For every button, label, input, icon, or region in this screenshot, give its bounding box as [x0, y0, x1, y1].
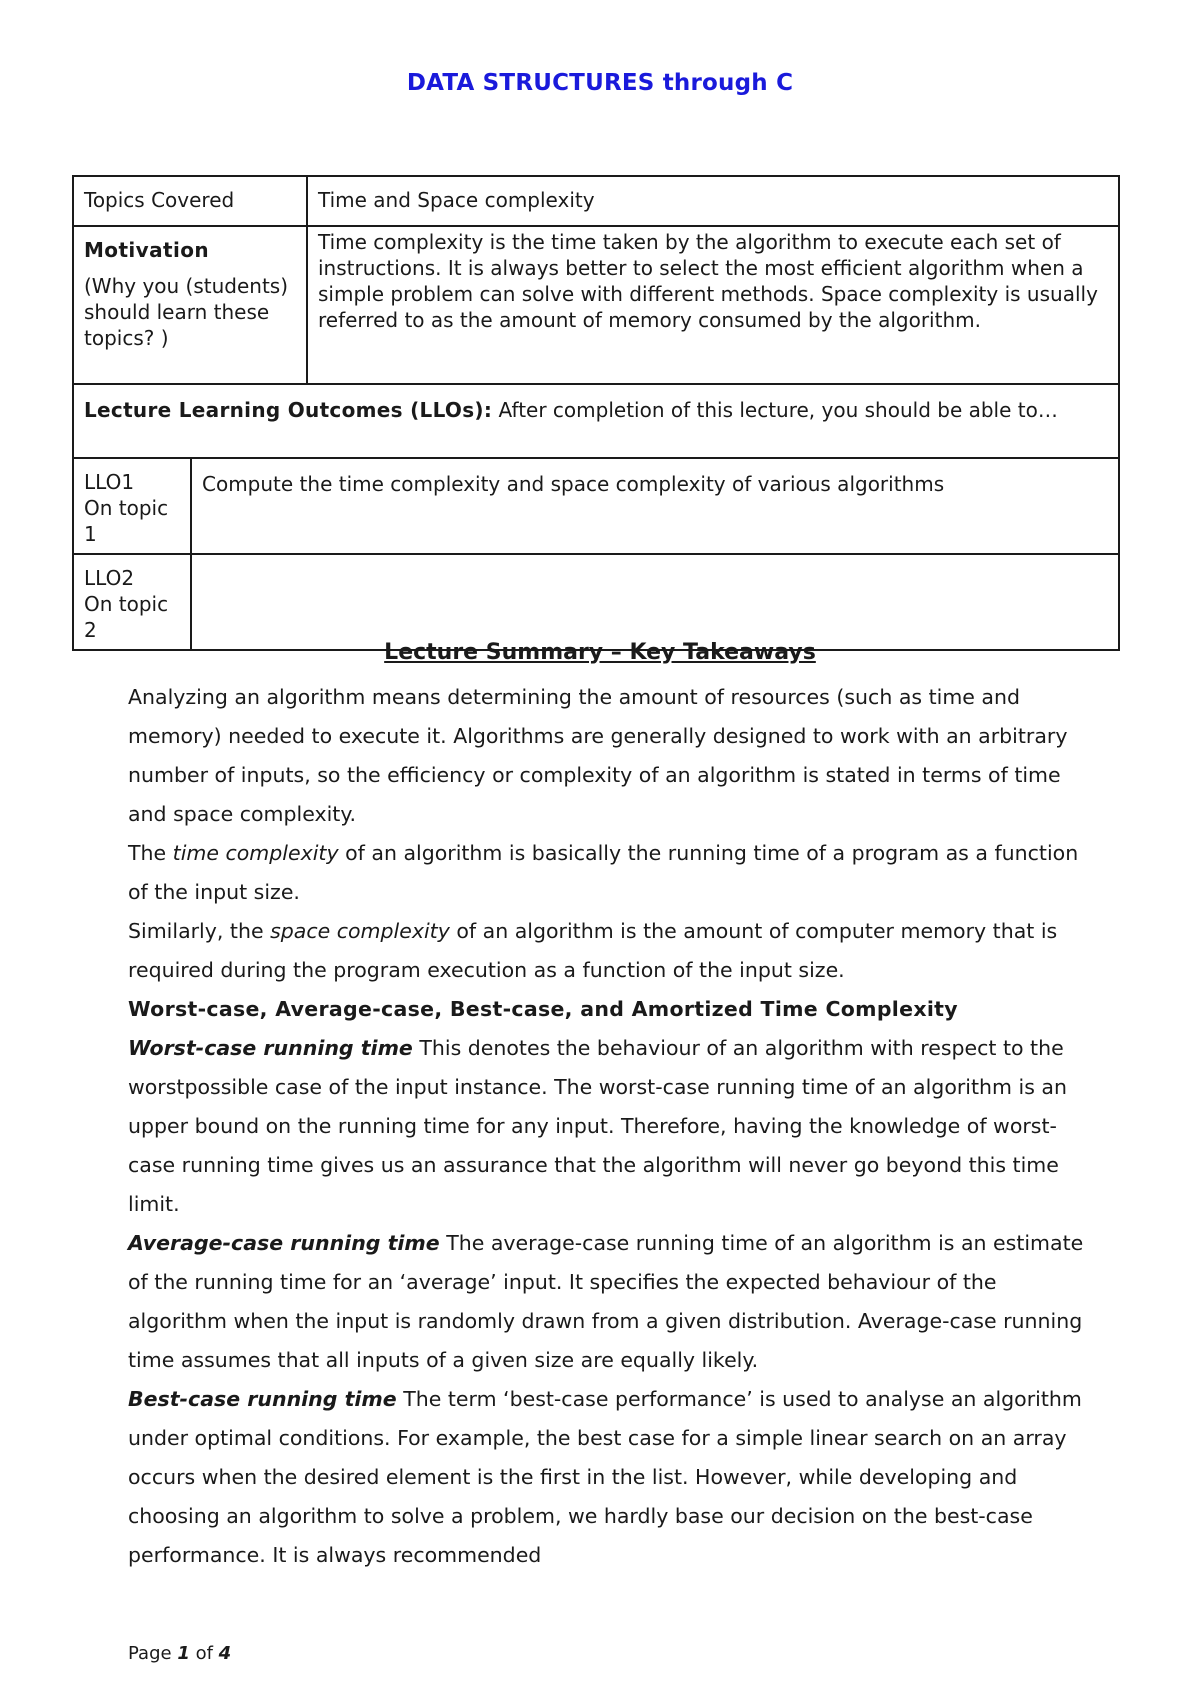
summary-paragraph: Analyzing an algorithm means determining the amount of resources (such as time and memory) needed to execute it. Algorithms are generally designed to work with an arbitrary number of inputs, so the efficiency or complexity of an algorithm is stated in terms of time and space complexity. [128, 685, 1068, 826]
motivation-label: Motivation [84, 238, 209, 262]
llo-id-cell [73, 458, 191, 554]
llo-row [73, 554, 1119, 650]
llo-topic: On topic 1 [84, 496, 169, 546]
course-info-table [72, 175, 1120, 651]
text-run: Similarly, the [128, 919, 271, 943]
topics-row [73, 176, 1119, 226]
llo-heading-text: After completion of this lecture, you should be able to… [498, 398, 1058, 422]
summary-paragraph [128, 834, 1088, 912]
llo-row [73, 458, 1119, 554]
text-run: of an algorithm is basically the running time of a program as a function of the input size. [128, 841, 1079, 904]
llo-text [191, 554, 1119, 650]
text-run: The term ‘best-case performance’ is used to analyse an algorithm under optimal conditions. For example, the best case for a simple linear search on an array occurs when the desired element is the first in the list. However, while developing and choosing an algorithm to solve a problem, we hardly base our decision on the best-case performance. It is always recommended [128, 1387, 1082, 1567]
term-best-case: Best-case running time [128, 1387, 397, 1411]
text-run: This denotes the behaviour of an algorithm with respect to the worstpossible case of the input instance. The worst-case running time of an algorithm is an upper bound on the running time for any input. Therefore, having the knowledge of worst-case running time gives us an assurance that the algorithm will never go beyond this time limit. [128, 1036, 1067, 1216]
summary-heading: Lecture Summary – Key Takeaways [384, 640, 816, 665]
page-of-label: of [195, 1643, 213, 1664]
text-run: of an algorithm is the amount of computer memory that is required during the program execution as a function of the input size. [128, 919, 1058, 982]
llo-id-cell [73, 554, 191, 650]
cases-heading: Worst-case, Average-case, Best-case, and Amortized Time Complexity [128, 997, 958, 1021]
page-label: Page [128, 1643, 172, 1664]
term-time-complexity: time complexity [172, 841, 339, 865]
summary-paragraph [128, 1380, 1088, 1575]
summary-paragraph [128, 912, 1088, 990]
summary-body [128, 678, 1088, 1575]
llo-topic: On topic 2 [84, 592, 169, 642]
llo-id: LLO2 [84, 566, 135, 590]
motivation-subtitle: (Why you (students) should learn these topics? ) [84, 274, 289, 350]
llo-id: LLO1 [84, 470, 135, 494]
topics-value: Time and Space complexity [307, 176, 1119, 226]
llo-heading-cell [73, 384, 1119, 458]
page-total: 4 [218, 1643, 232, 1664]
llo-heading-row [73, 384, 1119, 458]
llo-heading-label: Lecture Learning Outcomes (LLOs): [84, 398, 493, 422]
summary-paragraph [128, 1224, 1088, 1380]
term-average-case: Average-case running time [128, 1231, 440, 1255]
term-worst-case: Worst-case running time [128, 1036, 413, 1060]
text-run: The average-case running time of an algorithm is an estimate of the running time for an ‘average’ input. It specifies the expected behaviour of the algorithm when the input is randomly drawn from a given distribution. Average-case running time assumes that all inputs of a given size are equally likely. [128, 1231, 1084, 1372]
text-run: The [128, 841, 173, 865]
motivation-row [73, 226, 1119, 384]
topics-label: Topics Covered [73, 176, 307, 226]
page-footer [128, 1643, 231, 1664]
motivation-text: Time complexity is the time taken by the algorithm to execute each set of instructions. It is always better to select the most efficient algorithm when a simple problem can solve with different methods. Space complexity is usually referred to as the amount of memory consumed by the algorithm. [307, 226, 1119, 384]
page-current: 1 [177, 1643, 190, 1664]
summary-paragraph [128, 1029, 1088, 1224]
term-space-complexity: space complexity [270, 919, 450, 943]
motivation-cell [73, 226, 307, 384]
document-title: DATA STRUCTURES through C [406, 70, 794, 96]
llo-text: Compute the time complexity and space complexity of various algorithms [191, 458, 1119, 554]
